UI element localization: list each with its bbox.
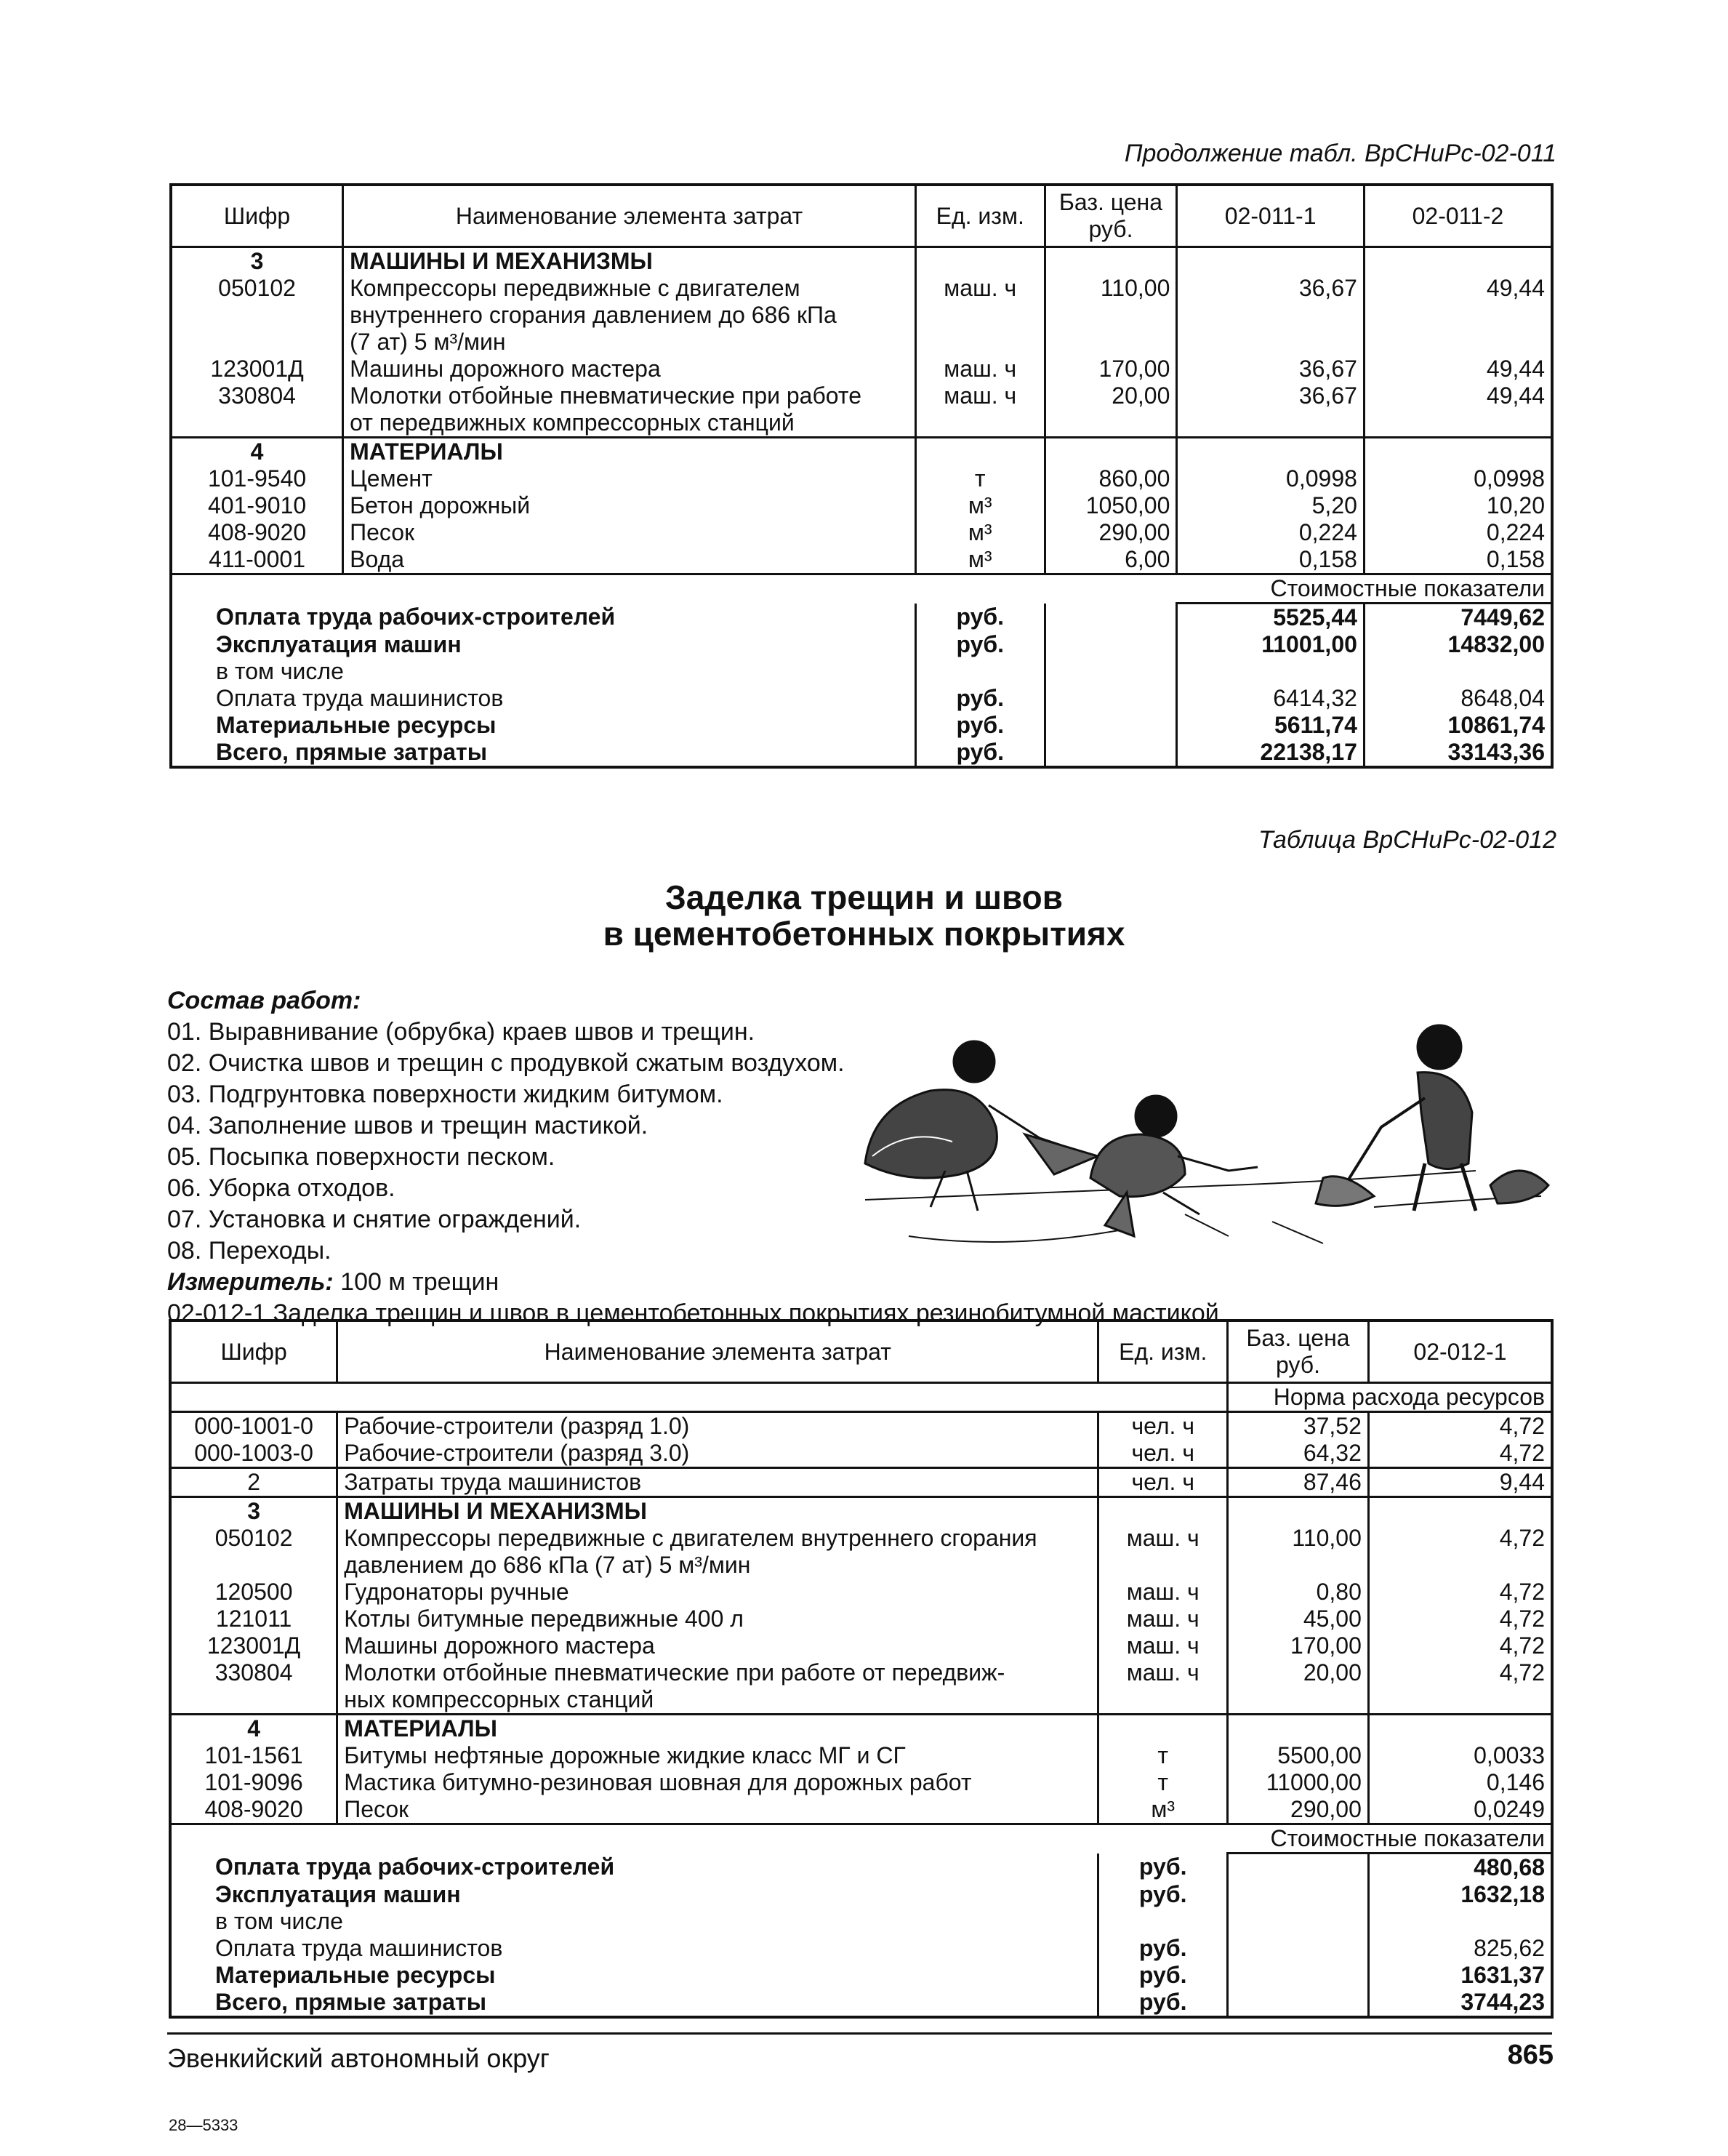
summary-row bbox=[171, 712, 1552, 739]
item-price: 45,00 bbox=[1228, 1606, 1369, 1632]
item-unit: маш. ч bbox=[1098, 1659, 1228, 1715]
item-value-v1: 4,72 bbox=[1368, 1606, 1552, 1632]
item-name bbox=[343, 546, 916, 574]
table-row bbox=[171, 519, 1552, 546]
item-unit: м³ bbox=[915, 546, 1045, 574]
item-line: 02-012-1 Заделка трещин и швов в цементобетонных покрытиях резинобитумной мастикой bbox=[167, 1299, 1219, 1327]
item-name-line: ных компрессорных станций bbox=[344, 1686, 654, 1712]
table-row bbox=[171, 465, 1552, 492]
item-unit: м³ bbox=[915, 492, 1045, 519]
worker-2-figure bbox=[1090, 1096, 1258, 1236]
band-spacer bbox=[170, 1383, 1228, 1412]
item-name-line: внутреннего сгорания давлением до 686 кПа bbox=[350, 302, 837, 328]
summary-label: Оплата труда машинистов bbox=[171, 685, 915, 712]
col-header-02-011-1: 02-011-1 bbox=[1177, 185, 1365, 247]
item-name-line: Компрессоры передвижные с двигателем bbox=[350, 275, 800, 301]
item-code: 101-9540 bbox=[171, 465, 343, 492]
item-name-line: (7 ат) 5 м³/мин bbox=[350, 329, 506, 355]
table-row bbox=[170, 1742, 1552, 1769]
section-name: МАТЕРИАЛЫ bbox=[343, 438, 916, 466]
table-row bbox=[171, 356, 1552, 382]
section-title-line2: в цементобетонных покрытиях bbox=[603, 915, 1125, 953]
summary-unit: руб. bbox=[1098, 1962, 1228, 1989]
item-name bbox=[337, 1796, 1098, 1824]
item-price: 6,00 bbox=[1045, 546, 1177, 574]
summary-label: Всего, прямые затраты bbox=[170, 1989, 1098, 2017]
item-name bbox=[343, 356, 916, 382]
summary-value-v1: 11001,00 bbox=[1177, 631, 1365, 658]
item-code: 2 bbox=[170, 1468, 337, 1497]
empty-cell bbox=[1045, 712, 1177, 739]
item-name-line: Котлы битумные передвижные 400 л bbox=[344, 1606, 744, 1632]
item-value-v1: 36,67 bbox=[1177, 382, 1365, 438]
band-spacer bbox=[171, 574, 1177, 604]
summary-value-v2: 14832,00 bbox=[1364, 631, 1552, 658]
section-name: МАТЕРИАЛЫ bbox=[337, 1715, 1098, 1743]
summary-row bbox=[171, 658, 1552, 685]
item-code: 330804 bbox=[170, 1659, 337, 1715]
summary-unit: руб. bbox=[915, 739, 1045, 767]
work-step: 02. Очистка швов и трещин с продувкой сжатым воздухом. bbox=[167, 1049, 845, 1077]
table2-caption: Таблица ВрСНиРс-02-012 bbox=[1258, 826, 1556, 854]
empty-cell bbox=[1045, 685, 1177, 712]
road-workers-illustration bbox=[821, 1018, 1556, 1258]
summary-row bbox=[171, 631, 1552, 658]
item-name-line: Вода bbox=[350, 546, 405, 572]
item-price: 170,00 bbox=[1228, 1632, 1369, 1659]
summary-value-v1 bbox=[1177, 658, 1365, 685]
band-spacer bbox=[170, 1824, 1228, 1854]
item-code: 101-9096 bbox=[170, 1769, 337, 1796]
item-unit: маш. ч bbox=[1098, 1525, 1228, 1579]
summary-row bbox=[170, 1989, 1552, 2017]
summary-value-v2: 8648,04 bbox=[1364, 685, 1552, 712]
col-header-unit: Ед. изм. bbox=[915, 185, 1045, 247]
item-unit: чел. ч bbox=[1098, 1468, 1228, 1497]
item-name-line: Затраты труда машинистов bbox=[344, 1469, 642, 1495]
item-value-v2: 49,44 bbox=[1364, 275, 1552, 356]
cost-band-row bbox=[170, 1824, 1552, 1854]
section-code: 4 bbox=[171, 438, 343, 466]
item-price: 87,46 bbox=[1228, 1468, 1369, 1497]
item-code: 123001Д bbox=[171, 356, 343, 382]
summary-row bbox=[171, 739, 1552, 767]
operator-row bbox=[170, 1468, 1552, 1497]
work-step: 03. Подгрунтовка поверхности жидким битумом. bbox=[167, 1081, 723, 1108]
empty-cell bbox=[1098, 1715, 1228, 1743]
table-row bbox=[170, 1796, 1552, 1824]
empty-cell bbox=[1228, 1935, 1369, 1962]
item-unit: маш. ч bbox=[1098, 1579, 1228, 1606]
summary-value-v1: 480,68 bbox=[1368, 1854, 1552, 1882]
item-code: 408-9020 bbox=[171, 519, 343, 546]
summary-value-v2: 7449,62 bbox=[1364, 604, 1552, 632]
empty-cell bbox=[1045, 604, 1177, 632]
item-code: 000-1003-0 bbox=[170, 1440, 337, 1468]
item-value-v1: 4,72 bbox=[1368, 1412, 1552, 1440]
worker-3-figure bbox=[1316, 1025, 1548, 1211]
item-unit: м³ bbox=[915, 519, 1045, 546]
section-header-row bbox=[171, 247, 1552, 276]
item-unit: т bbox=[915, 465, 1045, 492]
empty-cell bbox=[1045, 247, 1177, 276]
summary-unit: руб. bbox=[915, 685, 1045, 712]
col-header-code: Шифр bbox=[171, 185, 343, 247]
summary-unit: руб. bbox=[915, 604, 1045, 632]
item-value-v2: 49,44 bbox=[1364, 382, 1552, 438]
item-name-line: Рабочие-строители (разряд 3.0) bbox=[344, 1440, 690, 1466]
item-name bbox=[343, 492, 916, 519]
summary-value-v1: 1631,37 bbox=[1368, 1962, 1552, 1989]
item-code: 120500 bbox=[170, 1579, 337, 1606]
cost-band-label: Стоимостные показатели bbox=[1177, 574, 1552, 604]
item-name-line: Молотки отбойные пневматические при работе bbox=[350, 382, 861, 409]
empty-cell bbox=[1368, 1497, 1552, 1526]
footer-rule bbox=[167, 2032, 1552, 2035]
item-name-line: Машины дорожного мастера bbox=[344, 1632, 655, 1659]
summary-label: Эксплуатация машин bbox=[170, 1881, 1098, 1908]
item-price: 37,52 bbox=[1228, 1412, 1369, 1440]
item-name bbox=[343, 382, 916, 438]
item-code: 411-0001 bbox=[171, 546, 343, 574]
summary-row bbox=[170, 1908, 1552, 1935]
summary-row bbox=[170, 1881, 1552, 1908]
item-price: 11000,00 bbox=[1228, 1769, 1369, 1796]
summary-unit: руб. bbox=[1098, 1935, 1228, 1962]
item-unit: маш. ч bbox=[1098, 1606, 1228, 1632]
table-header-row bbox=[170, 1321, 1552, 1383]
table-row bbox=[170, 1606, 1552, 1632]
item-name-line: Битумы нефтяные дорожные жидкие класс МГ и СГ bbox=[344, 1742, 906, 1768]
item-price: 1050,00 bbox=[1045, 492, 1177, 519]
empty-cell bbox=[1177, 438, 1365, 466]
item-unit: т bbox=[1098, 1769, 1228, 1796]
work-step: 07. Установка и снятие ограждений. bbox=[167, 1206, 582, 1233]
summary-row bbox=[170, 1962, 1552, 1989]
item-name bbox=[337, 1632, 1098, 1659]
item-name bbox=[337, 1659, 1098, 1715]
work-composition-header: Состав работ: bbox=[167, 987, 361, 1014]
item-price: 290,00 bbox=[1228, 1796, 1369, 1824]
item-value-v1: 36,67 bbox=[1177, 356, 1365, 382]
summary-label: Материальные ресурсы bbox=[171, 712, 915, 739]
item-price: 20,00 bbox=[1228, 1659, 1369, 1715]
item-value-v1: 5,20 bbox=[1177, 492, 1365, 519]
item-price: 5500,00 bbox=[1228, 1742, 1369, 1769]
summary-value-v1: 22138,17 bbox=[1177, 739, 1365, 767]
item-code: 121011 bbox=[170, 1606, 337, 1632]
item-value-v2: 0,0998 bbox=[1364, 465, 1552, 492]
item-unit: маш. ч bbox=[915, 356, 1045, 382]
item-name-line: от передвижных компрессорных станций bbox=[350, 409, 795, 436]
measure-label: Измеритель: bbox=[167, 1268, 334, 1296]
work-step: 01. Выравнивание (обрубка) краев швов и трещин. bbox=[167, 1018, 755, 1046]
empty-cell bbox=[1177, 247, 1365, 276]
work-step: 06. Уборка отходов. bbox=[167, 1174, 395, 1202]
work-step: 04. Заполнение швов и трещин мастикой. bbox=[167, 1112, 648, 1139]
item-name-line: Песок bbox=[344, 1796, 409, 1822]
summary-value-v2: 33143,36 bbox=[1364, 739, 1552, 767]
item-code: 050102 bbox=[170, 1525, 337, 1579]
section-code: 3 bbox=[170, 1497, 337, 1526]
table-row bbox=[170, 1632, 1552, 1659]
table-row bbox=[171, 275, 1552, 356]
empty-cell bbox=[1228, 1989, 1369, 2017]
empty-cell bbox=[1364, 438, 1552, 466]
empty-cell bbox=[1364, 247, 1552, 276]
item-value-v1: 9,44 bbox=[1368, 1468, 1552, 1497]
table-row bbox=[171, 546, 1552, 574]
item-price: 290,00 bbox=[1045, 519, 1177, 546]
empty-cell bbox=[1045, 438, 1177, 466]
cost-band-row bbox=[171, 574, 1552, 604]
item-price: 860,00 bbox=[1045, 465, 1177, 492]
item-name bbox=[337, 1606, 1098, 1632]
item-value-v2: 49,44 bbox=[1364, 356, 1552, 382]
summary-unit: руб. bbox=[915, 712, 1045, 739]
col-header-unit: Ед. изм. bbox=[1098, 1321, 1228, 1383]
item-name-line: Цемент bbox=[350, 465, 433, 492]
measure-line bbox=[167, 1267, 1219, 1298]
item-unit: м³ bbox=[1098, 1796, 1228, 1824]
summary-value-v2 bbox=[1364, 658, 1552, 685]
resource-table-02-011 bbox=[169, 183, 1554, 769]
item-name bbox=[337, 1525, 1098, 1579]
item-name-line: Бетон дорожный bbox=[350, 492, 531, 518]
item-code: 000-1001-0 bbox=[170, 1412, 337, 1440]
summary-value-v1: 3744,23 bbox=[1368, 1989, 1552, 2017]
section-code: 4 bbox=[170, 1715, 337, 1743]
table-row bbox=[170, 1579, 1552, 1606]
summary-row bbox=[170, 1854, 1552, 1882]
table1-caption: Продолжение табл. ВрСНиРс-02-011 bbox=[1124, 140, 1556, 167]
item-name bbox=[343, 275, 916, 356]
table-row bbox=[170, 1769, 1552, 1796]
item-value-v2: 0,224 bbox=[1364, 519, 1552, 546]
item-name-line: Рабочие-строители (разряд 1.0) bbox=[344, 1413, 690, 1439]
item-value-v2: 0,158 bbox=[1364, 546, 1552, 574]
norm-band-label: Норма расхода ресурсов bbox=[1228, 1383, 1552, 1412]
worker-1-figure bbox=[865, 1041, 1098, 1211]
item-code: 123001Д bbox=[170, 1632, 337, 1659]
item-price: 110,00 bbox=[1045, 275, 1177, 356]
item-code: 330804 bbox=[171, 382, 343, 438]
summary-unit: руб. bbox=[1098, 1854, 1228, 1882]
measure-value: 100 м трещин bbox=[333, 1268, 499, 1296]
item-code: 050102 bbox=[171, 275, 343, 356]
item-value-v1: 0,0998 bbox=[1177, 465, 1365, 492]
table-row bbox=[171, 492, 1552, 519]
table-row bbox=[170, 1525, 1552, 1579]
resource-table-02-012 bbox=[169, 1319, 1554, 2019]
section-code: 3 bbox=[171, 247, 343, 276]
section-name: МАШИНЫ И МЕХАНИЗМЫ bbox=[337, 1497, 1098, 1526]
empty-cell bbox=[1228, 1962, 1369, 1989]
item-value-v1: 0,146 bbox=[1368, 1769, 1552, 1796]
item-value-v1: 4,72 bbox=[1368, 1579, 1552, 1606]
col-header-price: Баз. цена руб. bbox=[1045, 185, 1177, 247]
item-name bbox=[343, 519, 916, 546]
empty-cell bbox=[1228, 1497, 1369, 1526]
page-number: 865 bbox=[1507, 2040, 1554, 2070]
section-title-line1: Заделка трещин и швов bbox=[664, 878, 1064, 916]
summary-label: в том числе bbox=[170, 1908, 1098, 1935]
section-header-row bbox=[170, 1715, 1552, 1743]
cost-band-label: Стоимостные показатели bbox=[1228, 1824, 1552, 1854]
labor-row bbox=[170, 1440, 1552, 1468]
item-price: 170,00 bbox=[1045, 356, 1177, 382]
item-name-line: Компрессоры передвижные с двигателем внутреннего сгорания bbox=[344, 1525, 1037, 1551]
summary-unit: руб. bbox=[915, 631, 1045, 658]
col-header-price: Баз. цена руб. bbox=[1228, 1321, 1369, 1383]
item-value-v1: 4,72 bbox=[1368, 1659, 1552, 1715]
item-unit: маш. ч bbox=[1098, 1632, 1228, 1659]
empty-cell bbox=[1228, 1881, 1369, 1908]
summary-label: Оплата труда рабочих-строителей bbox=[171, 604, 915, 632]
item-name-line: Гудронаторы ручные bbox=[344, 1579, 569, 1605]
summary-value-v2: 10861,74 bbox=[1364, 712, 1552, 739]
item-code: 401-9010 bbox=[171, 492, 343, 519]
summary-value-v1: 825,62 bbox=[1368, 1935, 1552, 1962]
col-header-name: Наименование элемента затрат bbox=[337, 1321, 1098, 1383]
item-value-v1: 4,72 bbox=[1368, 1525, 1552, 1579]
item-unit: маш. ч bbox=[915, 275, 1045, 356]
print-code: 28—5333 bbox=[169, 2116, 238, 2134]
item-code: 101-1561 bbox=[170, 1742, 337, 1769]
footer-region: Эвенкийский автономный округ bbox=[167, 2043, 550, 2073]
summary-label: Всего, прямые затраты bbox=[171, 739, 915, 767]
col-header-02-012-1: 02-012-1 bbox=[1368, 1321, 1552, 1383]
item-code: 408-9020 bbox=[170, 1796, 337, 1824]
empty-cell bbox=[1228, 1854, 1369, 1882]
summary-value-v1 bbox=[1368, 1908, 1552, 1935]
empty-cell bbox=[1098, 1497, 1228, 1526]
item-name bbox=[337, 1742, 1098, 1769]
item-name bbox=[337, 1468, 1098, 1497]
work-step: 05. Посыпка поверхности песком. bbox=[167, 1143, 555, 1171]
empty-cell bbox=[915, 438, 1045, 466]
summary-value-v1: 1632,18 bbox=[1368, 1881, 1552, 1908]
summary-label: Оплата труда машинистов bbox=[170, 1935, 1098, 1962]
col-header-02-011-2: 02-011-2 bbox=[1364, 185, 1552, 247]
item-price: 20,00 bbox=[1045, 382, 1177, 438]
item-price: 0,80 bbox=[1228, 1579, 1369, 1606]
empty-cell bbox=[1228, 1715, 1369, 1743]
col-header-code: Шифр bbox=[170, 1321, 337, 1383]
item-name bbox=[337, 1412, 1098, 1440]
item-value-v1: 4,72 bbox=[1368, 1632, 1552, 1659]
labor-row bbox=[170, 1412, 1552, 1440]
section-name: МАШИНЫ И МЕХАНИЗМЫ bbox=[343, 247, 916, 276]
table-row bbox=[171, 382, 1552, 438]
section-header-row bbox=[171, 438, 1552, 466]
empty-cell bbox=[1045, 658, 1177, 685]
empty-cell bbox=[1368, 1715, 1552, 1743]
work-step: 08. Переходы. bbox=[167, 1237, 331, 1265]
summary-row bbox=[171, 604, 1552, 632]
item-name-line: Машины дорожного мастера bbox=[350, 356, 661, 382]
summary-value-v1: 5611,74 bbox=[1177, 712, 1365, 739]
empty-cell bbox=[915, 247, 1045, 276]
item-name-line: Мастика битумно-резиновая шовная для дорожных работ bbox=[344, 1769, 972, 1795]
table-header-row bbox=[171, 185, 1552, 247]
summary-value-v1: 6414,32 bbox=[1177, 685, 1365, 712]
item-value-v1: 0,0249 bbox=[1368, 1796, 1552, 1824]
summary-unit: руб. bbox=[1098, 1989, 1228, 2017]
norm-band-row bbox=[170, 1383, 1552, 1412]
summary-label: Оплата труда рабочих-строителей bbox=[170, 1854, 1098, 1882]
col-header-name: Наименование элемента затрат bbox=[343, 185, 916, 247]
summary-label: в том числе bbox=[171, 658, 915, 685]
item-value-v1: 36,67 bbox=[1177, 275, 1365, 356]
item-name bbox=[337, 1579, 1098, 1606]
item-value-v1: 0,224 bbox=[1177, 519, 1365, 546]
item-value-v1: 0,0033 bbox=[1368, 1742, 1552, 1769]
item-value-v1: 0,158 bbox=[1177, 546, 1365, 574]
empty-cell bbox=[1045, 739, 1177, 767]
item-unit: маш. ч bbox=[915, 382, 1045, 438]
item-name bbox=[337, 1440, 1098, 1468]
item-name-line: Молотки отбойные пневматические при работе от передвиж- bbox=[344, 1659, 1005, 1686]
summary-label: Материальные ресурсы bbox=[170, 1962, 1098, 1989]
item-unit: т bbox=[1098, 1742, 1228, 1769]
empty-cell bbox=[1045, 631, 1177, 658]
item-price: 110,00 bbox=[1228, 1525, 1369, 1579]
summary-value-v1: 5525,44 bbox=[1177, 604, 1365, 632]
item-unit: чел. ч bbox=[1098, 1412, 1228, 1440]
summary-row bbox=[171, 685, 1552, 712]
summary-unit bbox=[1098, 1908, 1228, 1935]
summary-label: Эксплуатация машин bbox=[171, 631, 915, 658]
section-header-row bbox=[170, 1497, 1552, 1526]
item-name-line: Песок bbox=[350, 519, 415, 545]
empty-cell bbox=[1228, 1908, 1369, 1935]
item-value-v1: 4,72 bbox=[1368, 1440, 1552, 1468]
item-unit: чел. ч bbox=[1098, 1440, 1228, 1468]
item-name-line: давлением до 686 кПа (7 ат) 5 м³/мин bbox=[344, 1552, 751, 1578]
summary-unit bbox=[915, 658, 1045, 685]
item-price: 64,32 bbox=[1228, 1440, 1369, 1468]
summary-unit: руб. bbox=[1098, 1881, 1228, 1908]
table-row bbox=[170, 1659, 1552, 1715]
item-value-v2: 10,20 bbox=[1364, 492, 1552, 519]
item-name bbox=[343, 465, 916, 492]
summary-row bbox=[170, 1935, 1552, 1962]
item-name bbox=[337, 1769, 1098, 1796]
